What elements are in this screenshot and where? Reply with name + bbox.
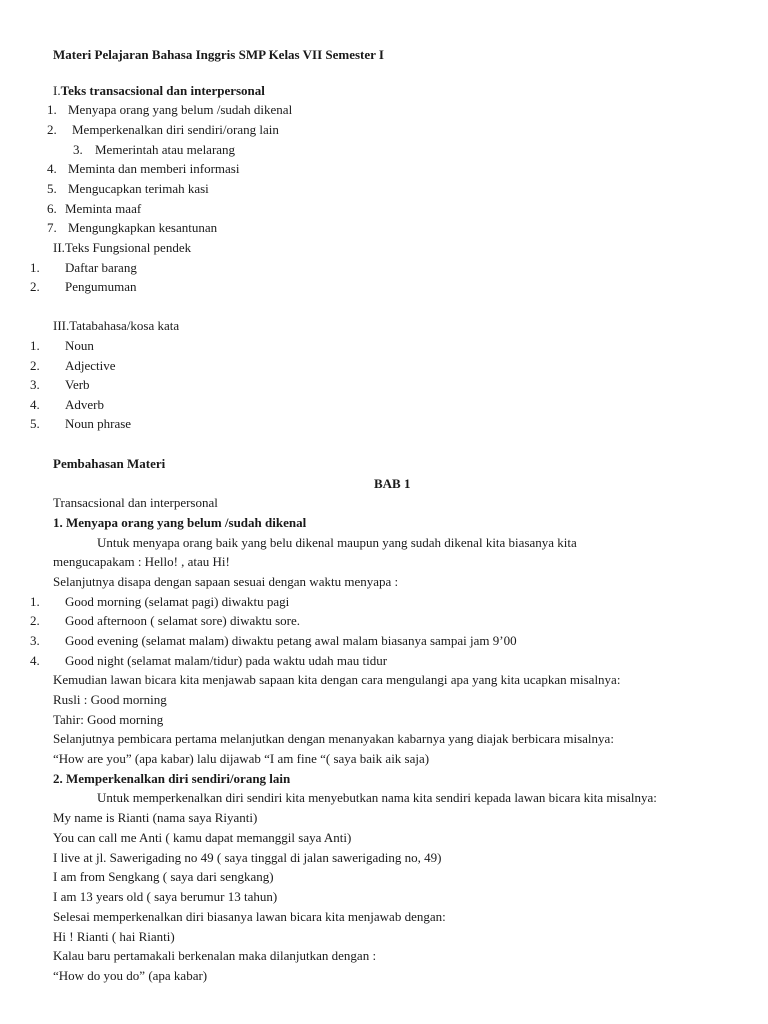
list-item: Mengucapkan terimah kasi (68, 181, 209, 196)
list-item-num: 1. (47, 102, 57, 117)
list-item-num: 2. (47, 122, 57, 137)
subheading-2 (53, 771, 290, 787)
list-item: Pengumuman (65, 279, 137, 294)
list-item-num: 7. (47, 220, 57, 235)
list-item-num: 5. (47, 181, 57, 196)
intro-line: Selesai memperkenalkan diri biasanya lawan bicara kita menjawab dengan: (53, 909, 446, 924)
paragraph: Untuk memperkenalkan diri sendiri kita menyebutkan nama kita sendiri kepada lawan bicara kita misalnya: (97, 790, 657, 805)
intro-line: I am 13 years old ( saya berumur 13 tahun) (53, 889, 278, 904)
intro-line: My name is Rianti (nama saya Riyanti) (53, 810, 258, 825)
list-item: Adverb (65, 397, 104, 412)
subheading-2-num: 2. (53, 771, 63, 786)
subheading-1-text: Menyapa orang yang belum /sudah dikenal (62, 515, 307, 530)
paragraph: Kemudian lawan bicara kita menjawab sapaan kita dengan cara mengulangi apa yang kita ucapkan misalnya: (53, 672, 621, 687)
list-item-num: 5. (30, 416, 40, 431)
list-item: Good morning (selamat pagi) diwaktu pagi (65, 594, 290, 609)
list-item-num: 1. (30, 260, 40, 275)
paragraph: mengucapakam : Hello! , atau Hi! (53, 554, 230, 569)
list-item-num: 1. (30, 338, 40, 353)
list-item-num: 3. (73, 142, 83, 157)
intro-line: I live at jl. Sawerigading no 49 ( saya tinggal di jalan sawerigading no, 49) (53, 850, 442, 865)
document-title: Materi Pelajaran Bahasa Inggris SMP Kelas VII Semester I (53, 47, 384, 62)
list-item: Noun (65, 338, 94, 353)
paragraph: Selanjutnya disapa dengan sapaan sesuai dengan waktu menyapa : (53, 574, 399, 589)
list-item-num: 3. (30, 633, 40, 648)
section-1-heading (53, 83, 265, 99)
list-item-num: 2. (30, 613, 40, 628)
list-item-num: 1. (30, 594, 40, 609)
dialog-line: Rusli : Good morning (53, 692, 167, 707)
section-3-heading: III.Tatabahasa/kosa kata (53, 318, 180, 333)
subheading-1-num: 1. (53, 515, 63, 530)
list-item: Meminta maaf (65, 201, 142, 216)
section-1-title: Teks transacsional dan interpersonal (60, 83, 265, 98)
paragraph: “How are you” (apa kabar) lalu dijawab “I am fine “( saya baik aik saja) (53, 751, 430, 766)
subheading-1 (53, 515, 306, 531)
bab-heading: BAB 1 (374, 476, 411, 491)
intro-line: Hi ! Rianti ( hai Rianti) (53, 929, 175, 944)
list-item-num: 6. (47, 201, 57, 216)
section-2-heading: II.Teks Fungsional pendek (53, 240, 192, 255)
intro-line: Kalau baru pertamakali berkenalan maka dilanjutkan dengan : (53, 948, 377, 963)
list-item: Adjective (65, 358, 116, 373)
list-item-num: 2. (30, 358, 40, 373)
intro-line: “How do you do” (apa kabar) (53, 968, 208, 983)
bab-subtitle: Transacsional dan interpersonal (53, 495, 218, 510)
list-item-num: 2. (30, 279, 40, 294)
pembahasan-heading: Pembahasan Materi (53, 456, 166, 471)
list-item: Good afternoon ( selamat sore) diwaktu sore. (65, 613, 301, 628)
list-item-num: 4. (30, 653, 40, 668)
list-item: Menyapa orang yang belum /sudah dikenal (68, 102, 293, 117)
list-item: Good night (selamat malam/tidur) pada waktu udah mau tidur (65, 653, 388, 668)
intro-line: I am from Sengkang ( saya dari sengkang) (53, 869, 274, 884)
list-item-num: 4. (47, 161, 57, 176)
list-item-num: 3. (30, 377, 40, 392)
list-item: Daftar barang (65, 260, 137, 275)
paragraph: Selanjutnya pembicara pertama melanjutkan dengan menanyakan kabarnya yang diajak berbicara misalnya: (53, 731, 614, 746)
list-item-num: 4. (30, 397, 40, 412)
list-item: Meminta dan memberi informasi (68, 161, 240, 176)
list-item: Memperkenalkan diri sendiri/orang lain (72, 122, 279, 137)
dialog-line: Tahir: Good morning (53, 712, 164, 727)
section-1-prefix: I. (53, 83, 61, 98)
subheading-2-text: Memperkenalkan diri sendiri/orang lain (62, 771, 291, 786)
intro-line: You can call me Anti ( kamu dapat memanggil saya Anti) (53, 830, 352, 845)
list-item: Verb (65, 377, 90, 392)
list-item: Noun phrase (65, 416, 132, 431)
list-item: Mengungkapkan kesantunan (68, 220, 218, 235)
paragraph: Untuk menyapa orang baik yang belu dikenal maupun yang sudah dikenal kita biasanya kita (97, 535, 577, 550)
list-item: Good evening (selamat malam) diwaktu petang awal malam biasanya sampai jam 9’00 (65, 633, 517, 648)
list-item: Memerintah atau melarang (95, 142, 236, 157)
